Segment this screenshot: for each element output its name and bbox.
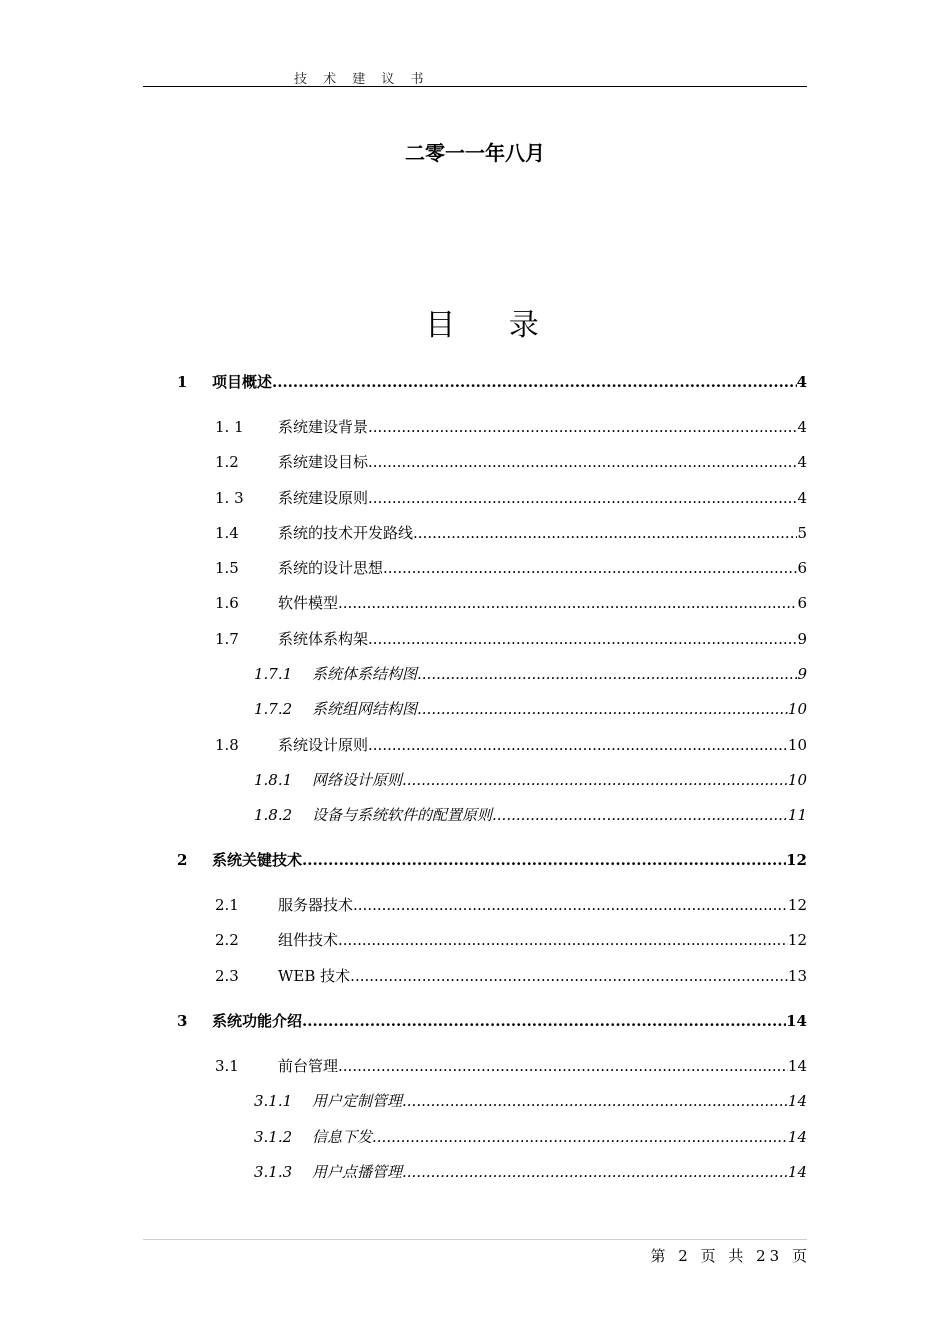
toc-leader-dots bbox=[368, 416, 797, 438]
toc-leader-dots bbox=[338, 1055, 788, 1077]
toc-entry-title: 系统设计原则 bbox=[278, 736, 369, 754]
toc-entry-page: 9 bbox=[797, 630, 807, 648]
toc-entry-page: 14 bbox=[787, 1128, 807, 1146]
toc-entry-page: 14 bbox=[787, 1163, 807, 1181]
toc-entry-number: 1.7.1 bbox=[254, 665, 293, 683]
toc-entry-number: 1. 3 bbox=[215, 489, 244, 507]
toc-entry-page: 5 bbox=[797, 524, 807, 542]
toc-entry[interactable] bbox=[215, 965, 807, 987]
toc-entry-title: 前台管理 bbox=[278, 1057, 339, 1075]
toc-leader-dots bbox=[372, 1126, 788, 1148]
page-number: 第 2 页 共 23 页 bbox=[650, 1247, 811, 1265]
toc-entry[interactable] bbox=[215, 416, 807, 438]
toc-entry[interactable] bbox=[215, 734, 807, 756]
toc-entry-number: 3 bbox=[177, 1012, 188, 1030]
toc-entry-number: 2.1 bbox=[215, 896, 239, 914]
toc-entry-number: 1. 1 bbox=[215, 418, 244, 436]
toc-entry-title: 用户点播管理 bbox=[312, 1163, 403, 1181]
toc-entry-number: 1.5 bbox=[215, 559, 239, 577]
toc-entry-page: 4 bbox=[797, 418, 807, 436]
toc-entry-title: 系统建设目标 bbox=[278, 453, 369, 471]
header-divider bbox=[143, 86, 807, 87]
toc-entry[interactable] bbox=[177, 371, 807, 393]
toc-leader-dots bbox=[417, 698, 788, 720]
toc-entry-title: WEB 技术 bbox=[278, 967, 351, 985]
toc-entry-title: 信息下发 bbox=[312, 1128, 373, 1146]
toc-entry-page: 4 bbox=[797, 453, 807, 471]
document-date: 二零一一年八月 bbox=[405, 141, 545, 165]
toc-entry[interactable] bbox=[254, 1161, 807, 1183]
toc-entry-title: 系统的技术开发路线 bbox=[278, 524, 414, 542]
toc-entry-title: 系统体系结构图 bbox=[312, 665, 418, 683]
toc-entry-page: 10 bbox=[787, 700, 807, 718]
toc-entry[interactable] bbox=[254, 698, 807, 720]
toc-leader-dots bbox=[353, 894, 788, 916]
toc-entry-title: 设备与系统软件的配置原则 bbox=[312, 806, 493, 824]
toc-entry-number: 1 bbox=[177, 373, 188, 391]
toc-entry-number: 2.3 bbox=[215, 967, 239, 985]
toc-title: 目 录 bbox=[425, 308, 561, 343]
toc-entry-page: 4 bbox=[797, 489, 807, 507]
toc-entry-title: 系统建设背景 bbox=[278, 418, 369, 436]
toc-entry[interactable] bbox=[215, 628, 807, 650]
toc-entry[interactable] bbox=[254, 1126, 807, 1148]
toc-entry-page: 10 bbox=[787, 771, 807, 789]
toc-entry-page: 9 bbox=[797, 665, 807, 683]
toc-entry-number: 1.2 bbox=[215, 453, 239, 471]
toc-entry-number: 1.8.1 bbox=[254, 771, 293, 789]
toc-entry-title: 系统体系构架 bbox=[278, 630, 369, 648]
toc-leader-dots bbox=[368, 628, 797, 650]
toc-leader-dots bbox=[272, 371, 797, 393]
toc-entry-title: 项目概述 bbox=[212, 373, 273, 391]
toc-leader-dots bbox=[402, 1161, 788, 1183]
toc-entry[interactable] bbox=[254, 769, 807, 791]
toc-entry-page: 12 bbox=[787, 931, 807, 949]
toc-leader-dots bbox=[413, 522, 797, 544]
toc-entry-number: 1.7.2 bbox=[254, 700, 293, 718]
toc-leader-dots bbox=[368, 451, 797, 473]
toc-leader-dots bbox=[368, 487, 797, 509]
toc-entry-title: 系统关键技术 bbox=[212, 851, 303, 869]
toc-entry-page: 12 bbox=[787, 896, 807, 914]
toc-entry-number: 2.2 bbox=[215, 931, 239, 949]
toc-entry[interactable] bbox=[254, 804, 807, 826]
toc-leader-dots bbox=[368, 734, 788, 756]
toc-entry[interactable] bbox=[177, 849, 807, 871]
toc-leader-dots bbox=[302, 849, 786, 871]
toc-entry-number: 3.1.3 bbox=[254, 1163, 293, 1181]
footer-divider bbox=[143, 1239, 807, 1240]
toc-leader-dots bbox=[492, 804, 788, 826]
toc-entry-page: 14 bbox=[787, 1057, 807, 1075]
toc-entry[interactable] bbox=[215, 592, 807, 614]
toc-entry-number: 2 bbox=[177, 851, 188, 869]
toc-entry-number: 3.1.1 bbox=[254, 1092, 293, 1110]
toc-entry[interactable] bbox=[215, 894, 807, 916]
toc-entry-title: 用户定制管理 bbox=[312, 1092, 403, 1110]
toc-entry-title: 网络设计原则 bbox=[312, 771, 403, 789]
toc-leader-dots bbox=[417, 663, 797, 685]
toc-entry-title: 系统功能介绍 bbox=[212, 1012, 303, 1030]
toc-entry[interactable] bbox=[215, 487, 807, 509]
toc-entry-title: 组件技术 bbox=[278, 931, 339, 949]
toc-entry[interactable] bbox=[254, 1090, 807, 1112]
toc-entry-page: 4 bbox=[796, 373, 807, 391]
toc-entry[interactable] bbox=[215, 451, 807, 473]
toc-entry-number: 1.6 bbox=[215, 594, 239, 612]
toc-leader-dots bbox=[383, 557, 797, 579]
toc-entry-page: 6 bbox=[797, 559, 807, 577]
toc-entry[interactable] bbox=[177, 1010, 807, 1032]
toc-entry-title: 软件模型 bbox=[278, 594, 339, 612]
toc-entry-number: 3.1.2 bbox=[254, 1128, 293, 1146]
toc-entry[interactable] bbox=[215, 557, 807, 579]
running-header: 技 术 建 议 书 bbox=[294, 72, 430, 87]
toc-entry[interactable] bbox=[215, 1055, 807, 1077]
toc-entry-page: 14 bbox=[787, 1092, 807, 1110]
toc-leader-dots bbox=[302, 1010, 786, 1032]
toc-entry[interactable] bbox=[215, 929, 807, 951]
toc-entry-page: 14 bbox=[786, 1012, 807, 1030]
toc-entry-number: 1.4 bbox=[215, 524, 239, 542]
toc-entry-page: 6 bbox=[797, 594, 807, 612]
toc-entry-number: 1.8.2 bbox=[254, 806, 293, 824]
toc-entry-number: 1.7 bbox=[215, 630, 239, 648]
toc-entry-title: 系统建设原则 bbox=[278, 489, 369, 507]
toc-entry[interactable] bbox=[254, 663, 807, 685]
toc-entry-page: 13 bbox=[787, 967, 807, 985]
toc-leader-dots bbox=[402, 1090, 788, 1112]
toc-leader-dots bbox=[338, 592, 797, 614]
toc-entry-page: 11 bbox=[787, 806, 807, 824]
toc-entry-number: 3.1 bbox=[215, 1057, 239, 1075]
toc-entry-title: 系统的设计思想 bbox=[278, 559, 384, 577]
toc-entry-title: 服务器技术 bbox=[278, 896, 354, 914]
toc-entry-page: 12 bbox=[786, 851, 807, 869]
toc-entry-number: 1.8 bbox=[215, 736, 239, 754]
toc-leader-dots bbox=[402, 769, 788, 791]
toc-entry-page: 10 bbox=[787, 736, 807, 754]
toc-entry-title: 系统组网结构图 bbox=[312, 700, 418, 718]
toc-entry[interactable] bbox=[215, 522, 807, 544]
toc-leader-dots bbox=[350, 965, 788, 987]
toc-leader-dots bbox=[338, 929, 788, 951]
